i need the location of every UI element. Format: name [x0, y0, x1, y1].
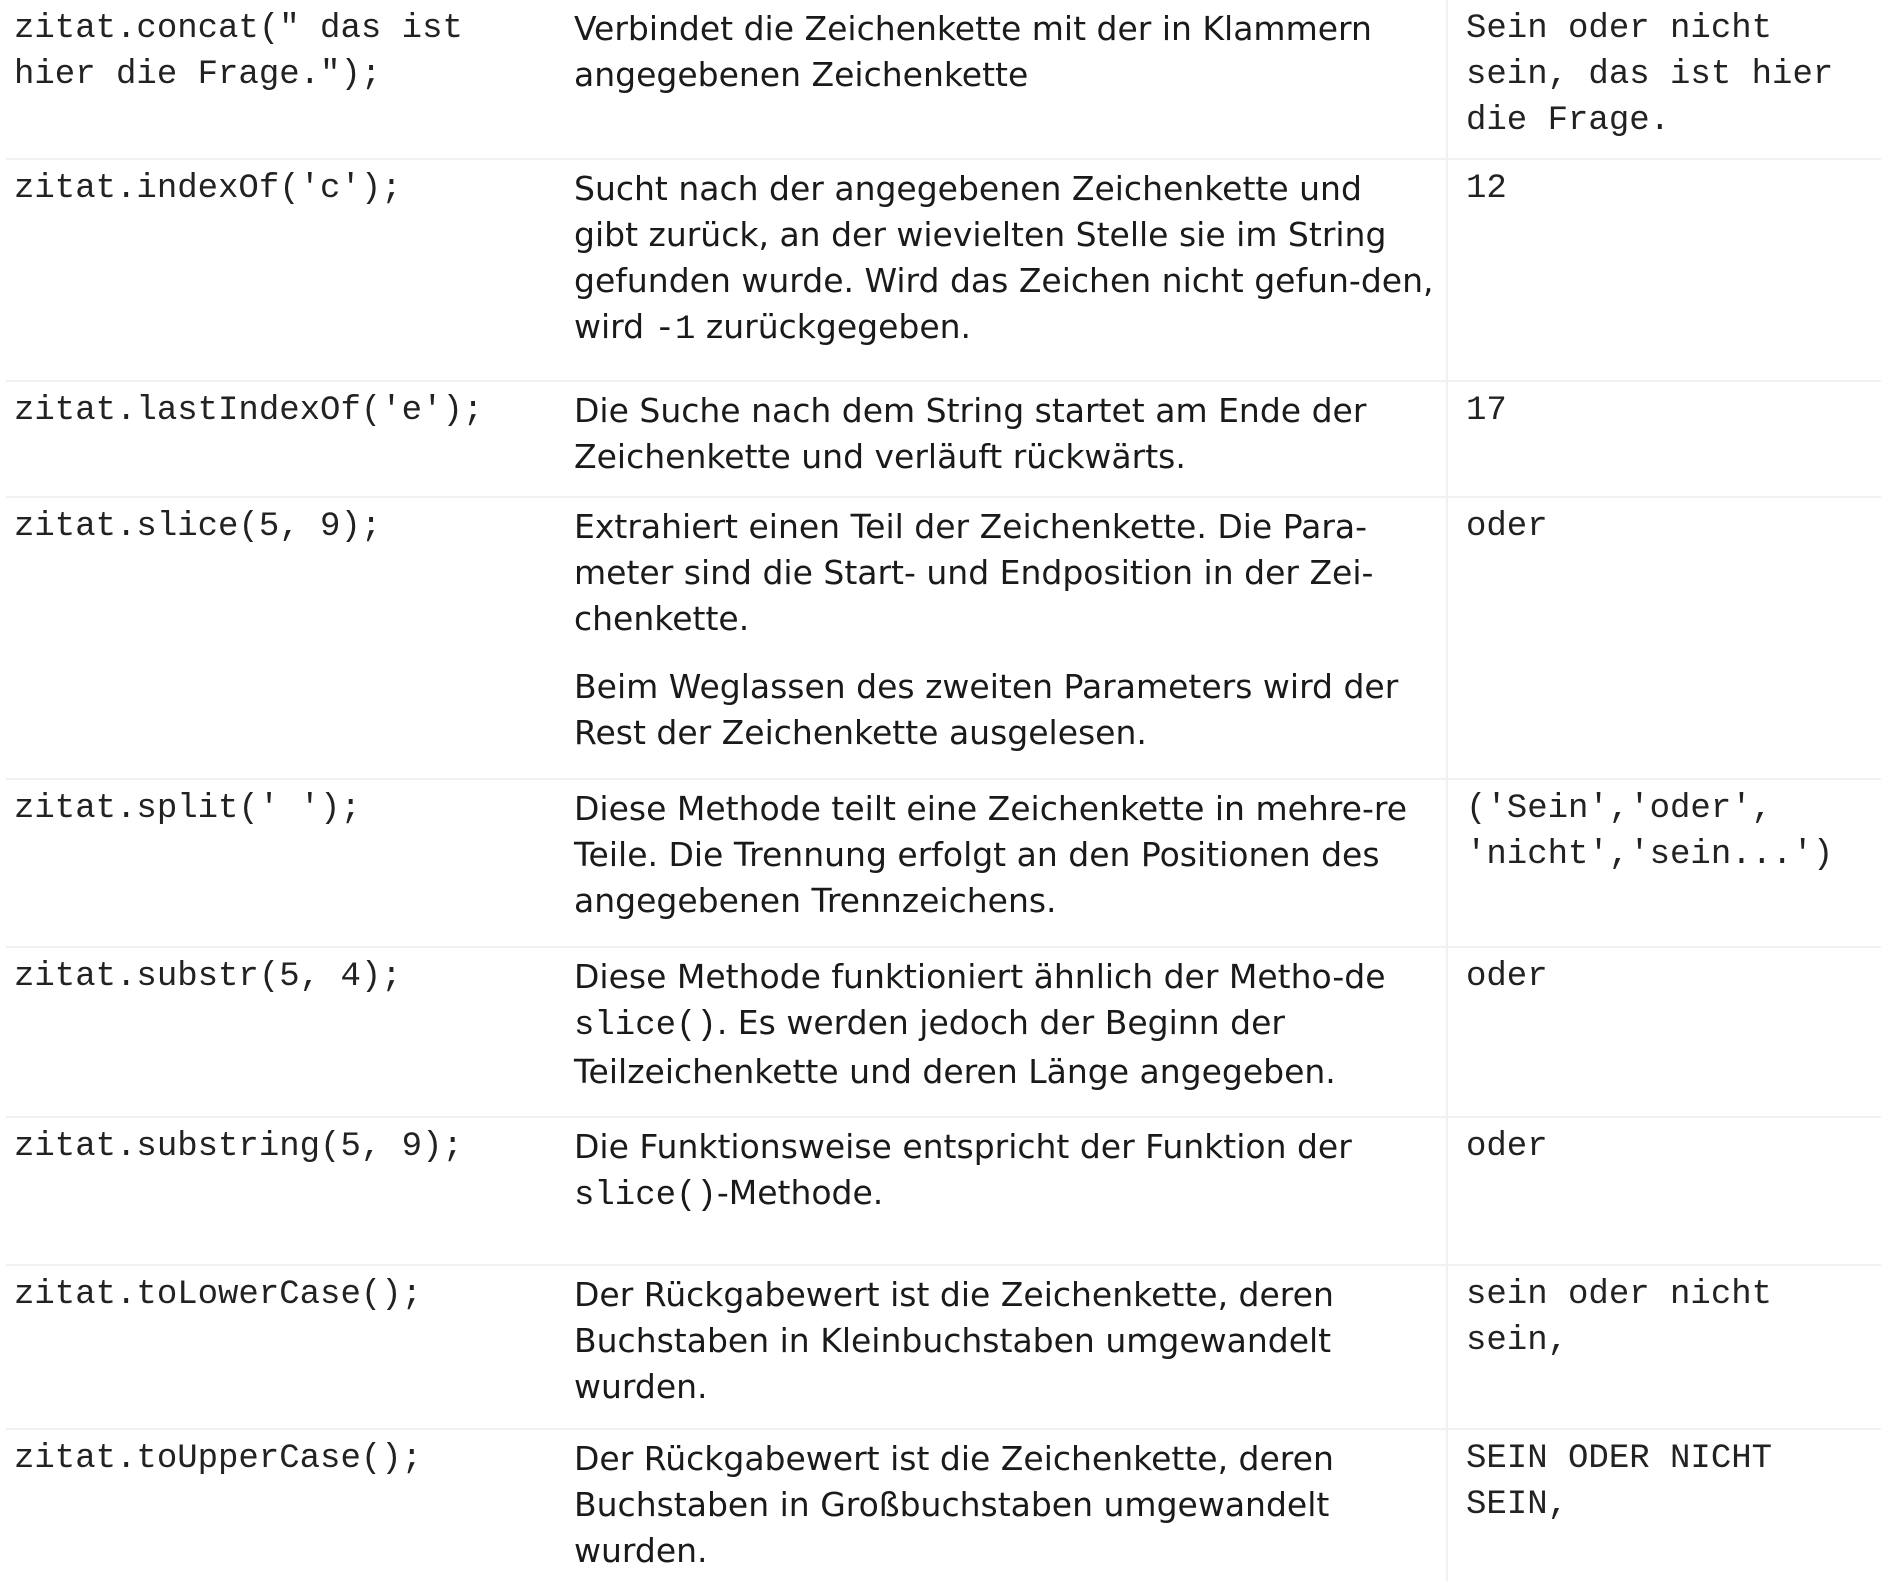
method-code: zitat.substring(5, 9);: [14, 1128, 463, 1166]
result-cell: [1448, 498, 1881, 778]
method-code: zitat.concat(" das ist hier die Frage.");: [14, 10, 484, 94]
method-cell: [6, 1430, 564, 1581]
method-cell: [6, 948, 564, 1116]
result-value: Sein oder nicht sein, das ist hier die Frage.: [1466, 10, 1854, 140]
inline-code: slice(): [574, 1177, 717, 1215]
description-cell: [564, 0, 1448, 158]
result-value: oder: [1466, 958, 1548, 996]
table-row: [6, 0, 1881, 160]
method-code: zitat.toLowerCase();: [14, 1276, 423, 1314]
result-cell: [1448, 1266, 1881, 1428]
method-code: zitat.slice(5, 9);: [14, 508, 382, 546]
table-row: [6, 382, 1881, 498]
method-cell: [6, 0, 564, 158]
description-text: [574, 1124, 1436, 1219]
table-row: [6, 160, 1881, 382]
result-value: oder: [1466, 1128, 1548, 1166]
description-text: Extrahiert einen Teil der Zeichenkette. Die Para-meter sind die Start- und Endposition in der Zei-chenkette.: [574, 507, 1374, 638]
description-cell: [564, 1430, 1448, 1581]
description-text-part: Die Funktionsweise entspricht der Funktion der: [574, 1127, 1352, 1166]
description-text-part: . Es werden jedoch der Beginn der Teilzeichenkette und deren Länge angegeben.: [574, 1003, 1336, 1091]
description-text: Der Rückgabewert ist die Zeichenkette, deren Buchstaben in Großbuchstaben umgewandelt wurden.: [574, 1439, 1334, 1570]
method-code: zitat.substr(5, 4);: [14, 958, 402, 996]
method-cell: [6, 498, 564, 778]
table-row: [6, 1118, 1881, 1266]
table-row: [6, 1430, 1881, 1581]
table-row: [6, 780, 1881, 948]
result-cell: [1448, 780, 1881, 946]
method-cell: [6, 1118, 564, 1264]
result-cell: [1448, 0, 1881, 158]
description-cell: [564, 780, 1448, 946]
method-code: zitat.indexOf('c');: [14, 170, 402, 208]
description-text: Der Rückgabewert ist die Zeichenkette, deren Buchstaben in Kleinbuchstaben umgewandelt wurden.: [574, 1275, 1334, 1406]
result-value: sein oder nicht sein,: [1466, 1276, 1793, 1360]
result-value: SEIN ODER NICHT SEIN,: [1466, 1440, 1793, 1524]
method-code: zitat.lastIndexOf('e');: [14, 392, 484, 430]
result-value: 12: [1466, 170, 1507, 208]
result-cell: [1448, 1430, 1881, 1581]
description-text: Die Suche nach dem String startet am Ende der Zeichenkette und verläuft rückwärts.: [574, 391, 1367, 476]
description-text: [574, 166, 1436, 353]
description-cell: [564, 498, 1448, 778]
method-cell: [6, 382, 564, 496]
description-text: Beim Weglassen des zweiten Parameters wird der Rest der Zeichenkette ausgelesen.: [574, 667, 1399, 752]
description-cell: [564, 1118, 1448, 1264]
string-methods-table: [6, 0, 1881, 1581]
method-cell: [6, 1266, 564, 1428]
result-cell: [1448, 382, 1881, 496]
result-cell: [1448, 1118, 1881, 1264]
result-cell: [1448, 160, 1881, 380]
result-value: 17: [1466, 392, 1507, 430]
result-value: ('Sein','oder', 'nicht','sein...'): [1466, 790, 1834, 874]
description-text: [574, 954, 1436, 1095]
description-text: Diese Methode teilt eine Zeichenkette in mehre-re Teile. Die Trennung erfolgt an den Positionen des angegebenen Trennzeichens.: [574, 789, 1408, 920]
table-row: [6, 1266, 1881, 1430]
description-text-part: Diese Methode funktioniert ähnlich der Metho-de: [574, 957, 1386, 996]
method-code: zitat.toUpperCase();: [14, 1440, 423, 1478]
description-text-part: zurückgegeben.: [695, 307, 972, 346]
result-value: oder: [1466, 508, 1548, 546]
description-cell: [564, 948, 1448, 1116]
description-text-part: -Methode.: [716, 1173, 884, 1212]
method-code: zitat.split(' ');: [14, 790, 361, 828]
table-row: [6, 948, 1881, 1118]
description-text-part: Sucht nach der angegebenen Zeichenkette und gibt zurück, an der wievielten Stelle sie im String gefunden wurde. Wird das Zeichen nicht gefun-den, wird: [574, 169, 1434, 346]
method-cell: [6, 160, 564, 380]
result-cell: [1448, 948, 1881, 1116]
inline-code: -1: [654, 311, 696, 349]
inline-code: slice(): [574, 1007, 717, 1045]
description-cell: [564, 382, 1448, 496]
table-row: [6, 498, 1881, 780]
method-cell: [6, 780, 564, 946]
description-text: Verbindet die Zeichenkette mit der in Klammern angegebenen Zeichenkette: [574, 9, 1372, 94]
description-cell: [564, 160, 1448, 380]
description-cell: [564, 1266, 1448, 1428]
